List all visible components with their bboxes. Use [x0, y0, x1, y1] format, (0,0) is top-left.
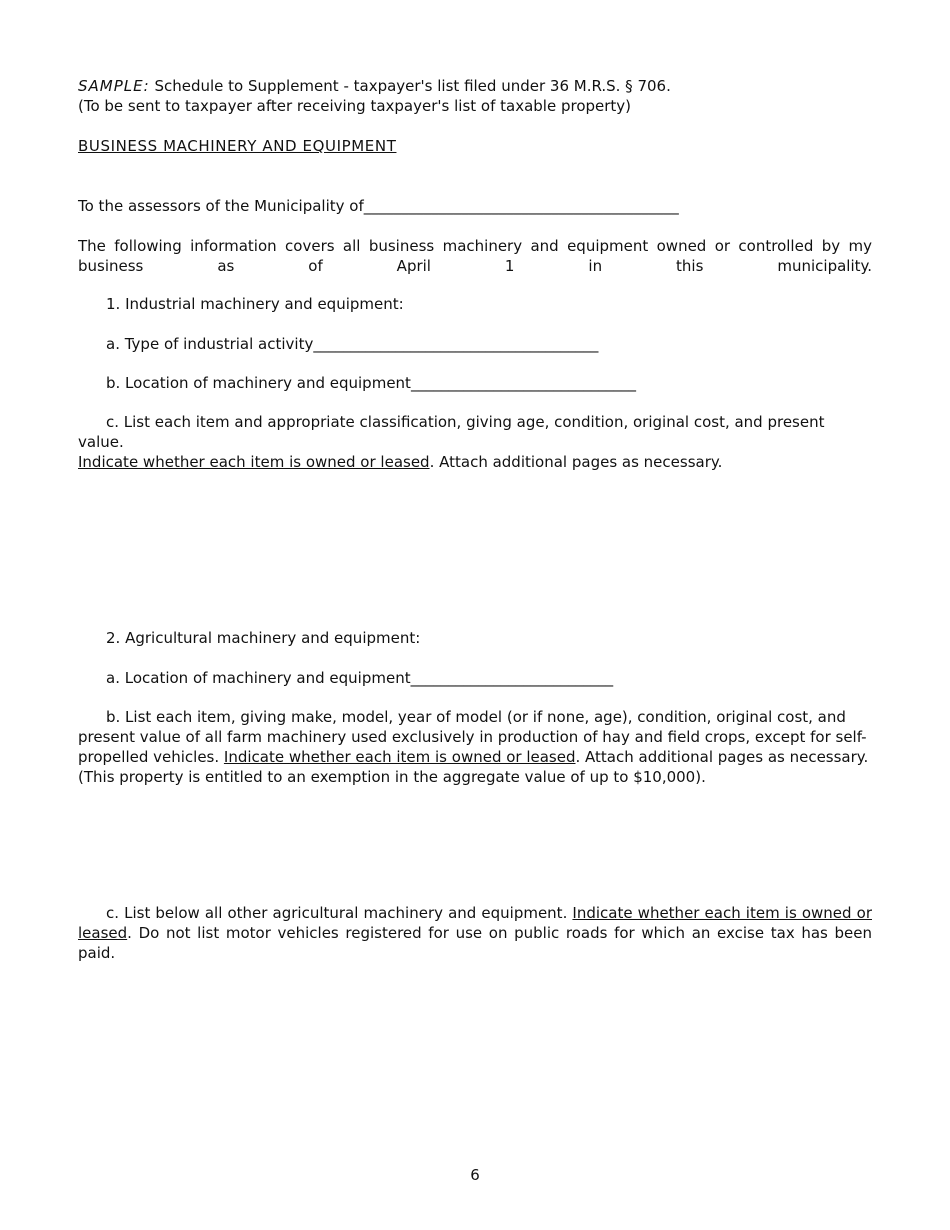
- industrial-location-blank: ______________________________: [410, 374, 636, 392]
- assessors-line: [78, 196, 872, 216]
- agricultural-other-text-2: . Do not list motor vehicles registered for use on public roads for which an excise tax has been paid.: [78, 924, 872, 962]
- agricultural-list-paragraph: [78, 707, 872, 787]
- industrial-heading: 1. Industrial machinery and equipment:: [106, 295, 404, 313]
- coverage-paragraph: The following information covers all business machinery and equipment owned or controlled by my business as of April 1 in this municipality.: [78, 237, 872, 275]
- header-subtitle: (To be sent to taxpayer after receiving taxpayer's list of taxable property): [78, 97, 632, 115]
- agricultural-location-label: a. Location of machinery and equipment: [106, 669, 411, 687]
- agricultural-owned-leased: Indicate whether each item is owned or leased: [223, 748, 576, 766]
- industrial-list-text: c. List each item and appropriate classification, giving age, condition, original cost, and present value.: [78, 413, 825, 451]
- industrial-type-blank: ______________________________________: [313, 335, 599, 353]
- industrial-type-line: [78, 334, 900, 354]
- industrial-type-label: a. Type of industrial activity: [106, 335, 314, 353]
- industrial-owned-leased: Indicate whether each item is owned or leased: [78, 453, 430, 471]
- assessors-label: To the assessors of the Municipality of: [78, 197, 364, 215]
- agricultural-other-owned-leased: Indicate whether each item is owned or leased: [78, 904, 872, 942]
- header-line: [78, 76, 872, 96]
- title-supplement: Supplement: [247, 77, 339, 95]
- municipality-blank: __________________________________________: [363, 197, 679, 215]
- title-part-3: - taxpayer's list filed under 36 M.R.S. § 706.: [338, 77, 671, 95]
- agricultural-heading: 2. Agricultural machinery and equipment:: [106, 629, 421, 647]
- industrial-location-label: b. Location of machinery and equipment: [106, 374, 411, 392]
- agricultural-other-text-1: c. List below all other agricultural machinery and equipment.: [106, 904, 573, 922]
- page-number: 6: [470, 1166, 480, 1184]
- agricultural-location-line: [78, 668, 900, 688]
- section-heading: BUSINESS MACHINERY AND EQUIPMENT: [78, 137, 397, 155]
- agricultural-list-text-2: . Attach additional pages as necessary. (This property is entitled to an exemption in the aggregate value of up to $10,000).: [78, 748, 869, 786]
- sample-label: SAMPLE:: [78, 77, 150, 95]
- industrial-location-line: [78, 373, 900, 393]
- title-part-1: Schedule to: [149, 77, 248, 95]
- industrial-attach-text: . Attach additional pages as necessary.: [429, 453, 723, 471]
- industrial-list-paragraph: [78, 412, 872, 472]
- agricultural-other-paragraph: [78, 903, 872, 963]
- agricultural-location-blank: ___________________________: [410, 669, 614, 687]
- agricultural-list-text-1: b. List each item, giving make, model, year of model (or if none, age), condition, original cost, and present value of all farm machinery used exclusively in production of hay and field crops, except for self-propelled vehicles.: [78, 708, 867, 766]
